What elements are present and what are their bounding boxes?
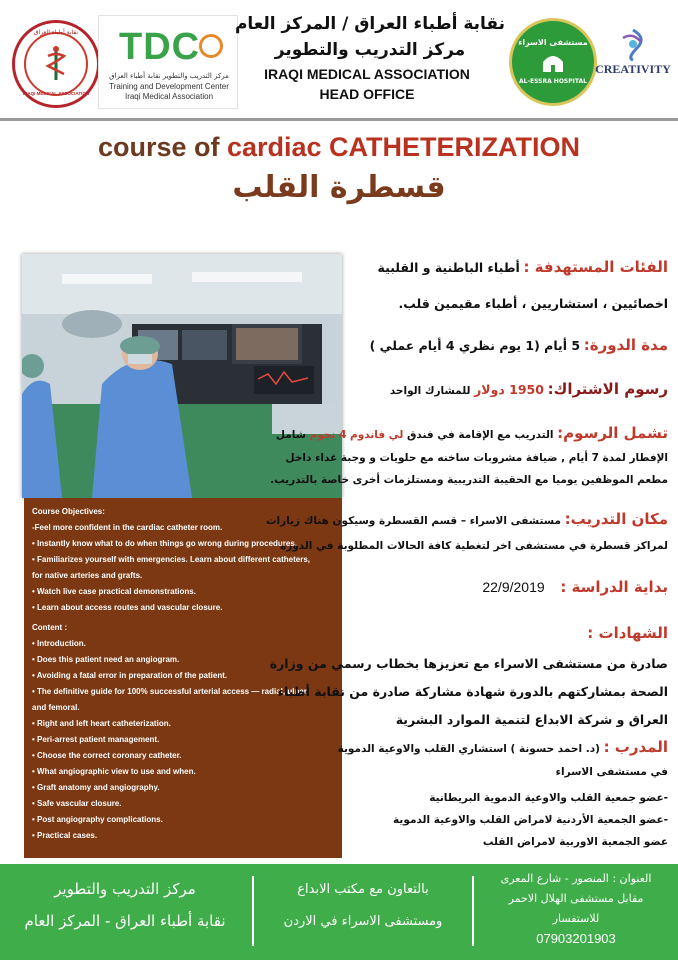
footer-partner-2: ومستشفى الاسراء في الاردن xyxy=(283,914,443,929)
org-english-line-2: HEAD OFFICE xyxy=(319,86,415,102)
includes-label: تشمل الرسوم: xyxy=(557,424,668,442)
includes-line-3: مطعم الموظفين يوميا مع الحقيبة التدريبية ومستلزمات أخرى خاصة بالتدريب. xyxy=(270,474,668,486)
tdc-english-caption-2: Iraqi Medical Association xyxy=(124,92,214,101)
header-divider xyxy=(0,118,678,121)
content-item: • Safe vascular closure. xyxy=(32,799,122,808)
footer-association-name: نقابة أطباء العراق - المركز العام xyxy=(24,912,226,930)
footer-address-2: مقابل مستشفى الهلال الاحمر xyxy=(508,892,644,905)
fee-note: للمشارك الواحد xyxy=(389,385,471,397)
tdc-english-caption-1: Training and Development Center xyxy=(109,82,229,91)
place-line-1: مستشفى الاسراء – قسم القسطرة وسيكون هناك زيارات xyxy=(265,515,561,527)
trainer-label: المدرب : xyxy=(603,738,668,756)
content-item: • Introduction. xyxy=(32,639,86,648)
content-item: • Right and left heart catheterization. xyxy=(32,719,171,728)
content-item: • Practical cases. xyxy=(32,831,98,840)
tdc-arabic-caption: مركز التدريب والتطوير نقابة أطباء العراق xyxy=(109,72,229,80)
course-title xyxy=(0,132,678,163)
tdc-ring-icon xyxy=(199,34,223,58)
objectives-heading: Course Objectives: xyxy=(32,507,105,516)
footer-inquiry-label: للاستفسار xyxy=(552,912,600,925)
trainer xyxy=(338,738,668,756)
start-date xyxy=(482,578,668,596)
start-label: بداية الدراسة : xyxy=(560,578,668,596)
includes-line-2: الإفطار لمدة 7 أيام , ضيافة مشروبات ساخنه مع حلويات و وجبة غداء داخل xyxy=(285,452,668,464)
content-item: • Peri-arrest patient management. xyxy=(32,735,160,744)
content-item: and femoral. xyxy=(32,703,80,712)
content-item: • Post angiography complications. xyxy=(32,815,163,824)
footer-divider-1 xyxy=(252,876,254,946)
content-item: • The definitive guide for 100% successful arterial access — radial, ulnar, xyxy=(32,687,309,696)
footer-center-name: مركز التدريب والتطوير xyxy=(54,880,196,898)
tdc-mark: TDC xyxy=(119,26,201,68)
creativity-swirl-icon xyxy=(617,28,649,62)
certificates-line-3: العراق و شركة الابداع لتنمية الموارد البشرية xyxy=(395,712,668,727)
trainer-hospital: في مستشفى الاسراء xyxy=(555,766,668,778)
iraqi-logo-english-text: IRAQI MEDICAL ASSOCIATION xyxy=(22,91,90,96)
alessra-english-text: AL-ESSRA HOSPITAL xyxy=(519,77,587,85)
alessra-arabic-text: مستشفى الاسراء xyxy=(518,37,588,47)
includes-line-1a: التدريب مع الإقامة في فندق xyxy=(403,429,554,441)
objective-item: for native arteries and grafts. xyxy=(32,571,143,580)
certificates-line-1: صادرة من مستشفى الاسراء مع تعزيزها بخطاب رسمي من وزارة xyxy=(269,656,668,671)
arabic-course-title: قسطرة القلب xyxy=(232,170,446,205)
objective-item: • Watch live case practical demonstrations. xyxy=(32,587,196,596)
footer-address-1: العنوان : المنصور - شارع المعرى xyxy=(500,872,652,885)
membership-1: -عضو جمعية القلب والاوعية الدموية البريطانية xyxy=(429,792,668,804)
fee-includes xyxy=(276,424,668,442)
course-title-name: cardiac CATHETERIZATION xyxy=(226,132,581,162)
creativity-logo xyxy=(595,28,671,88)
includes-line-1c: شامل xyxy=(275,429,310,441)
footer-bar xyxy=(0,864,678,960)
membership-2: -عضو الجمعية الأردنية لامراض القلب والاوعية الدموية xyxy=(393,814,668,826)
fee-amount: 1950 دولار xyxy=(474,382,544,397)
content-item: • What angiographic view to use and when. xyxy=(32,767,196,776)
content-item: • Does this patient need an angiogram. xyxy=(32,655,180,664)
course-objectives-panel xyxy=(24,498,342,858)
org-arabic-line-2: مركز التدريب والتطوير xyxy=(274,40,466,60)
footer-divider-2 xyxy=(472,876,474,946)
mosque-icon xyxy=(538,48,568,74)
alessra-hospital-logo xyxy=(509,18,597,106)
target-label: الفئات المستهدفة : xyxy=(523,258,668,276)
content-item: • Graft anatomy and angiography. xyxy=(32,783,160,792)
duration-value: 5 أيام (1 يوم نظري 4 أيام عملي ) xyxy=(369,338,581,353)
start-date-value: 22/9/2019 xyxy=(482,579,545,595)
includes-hotel: لي فاندوم 4 نجوم xyxy=(309,429,404,441)
caduceus-icon xyxy=(24,32,88,96)
target-audience xyxy=(378,258,668,276)
course-duration xyxy=(370,336,668,354)
footer-partner-1: بالتعاون مع مكتب الابداع xyxy=(297,882,429,897)
objective-item: -Feel more confident in the cardiac catheter room. xyxy=(32,523,223,532)
objective-item: • Familiarizes yourself with emergencies. Learn about different catheters, xyxy=(32,555,310,564)
tdc-logo xyxy=(98,15,238,109)
fee-label: رسوم الاشتراك: xyxy=(547,380,668,398)
duration-label: مدة الدورة: xyxy=(583,336,668,354)
creativity-wordmark: CREATIVITY xyxy=(595,62,671,76)
trainer-name: (د. احمد حسونة ) استشاري القلب والاوعية الدموية xyxy=(337,743,600,755)
iraqi-logo-arabic-text: نقابة أطباء العراق xyxy=(33,29,79,36)
org-english-line-1: IRAQI MEDICAL ASSOCIATION xyxy=(264,66,470,82)
place-label: مكان التدريب: xyxy=(564,510,668,528)
place-line-2: لمراكز قسطرة في مستشفى اخر لتغطية كافة الحالات المطلوبة في الدورة xyxy=(280,540,668,552)
objective-item: • Learn about access routes and vascular closure. xyxy=(32,603,223,612)
content-item: • Avoiding a fatal error in preparation of the patient. xyxy=(32,671,228,680)
certificates-label xyxy=(587,624,668,642)
iraqi-medical-association-logo xyxy=(12,20,100,108)
course-fee xyxy=(390,380,668,398)
objective-item: • Instantly know what to do when things go wrong during procedures. xyxy=(32,539,298,548)
org-arabic-line-1: نقابة أطباء العراق / المركز العام xyxy=(234,14,506,34)
footer-phone[interactable]: 07903201903 xyxy=(536,931,616,946)
target-value-2: اخصائيين ، استشاريين ، أطباء مقيمين قلب. xyxy=(398,296,668,311)
training-place xyxy=(266,510,668,528)
course-title-prefix: course of xyxy=(97,132,227,162)
certificates-line-2: الصحة بمشاركتهم بالدورة شهادة مشاركة صادرة من نقابة أطباء xyxy=(277,684,668,699)
content-heading: Content : xyxy=(32,623,68,632)
membership-3: عضو الجمعية الاوربية لامراض القلب xyxy=(482,836,668,848)
content-item: • Choose the correct coronary catheter. xyxy=(32,751,182,760)
target-value: أطباء الباطنية و القلبية xyxy=(377,260,520,275)
certificates-label-text: الشهادات : xyxy=(587,624,668,642)
